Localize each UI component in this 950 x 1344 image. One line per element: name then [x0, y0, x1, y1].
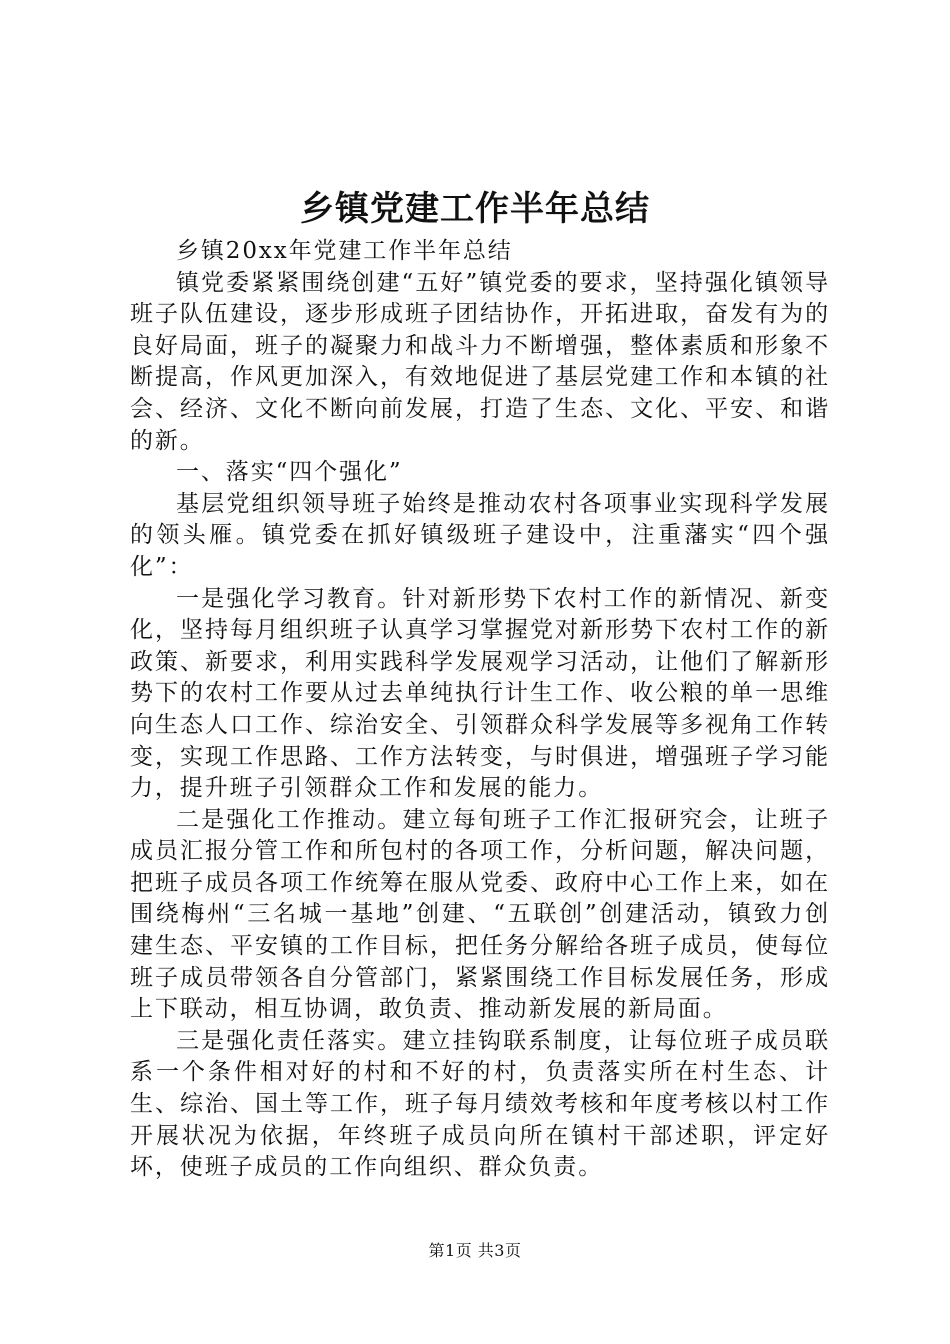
paragraph-item-3: 三是强化责任落实。建立挂钩联系制度，让每位班子成员联系一个条件相对好的村和不好的村，负责落实所在村生态、计生、综治、国土等工作，班子每月绩效考核和年度考核以村工作开展状况为依据，年终班子成员向所在镇村干部述职，评定好坏，使班子成员的工作向组织、群众负责。 [130, 1027, 830, 1181]
paragraph-section-1-lead: 基层党组织领导班子始终是推动农村各项事业实现科学发展的领头雁。镇党委在抓好镇级班子建设中，注重藩实“四个强化”： [130, 490, 830, 580]
document-subtitle: 乡镇20xx年党建工作半年总结 [176, 238, 513, 264]
section-heading-1: 一、落实“四个强化” [176, 459, 403, 486]
page-footer: 第1页 共3页 [428, 1241, 522, 1260]
document-body [130, 236, 830, 1184]
document-title: 乡镇党建工作半年总结 [300, 189, 650, 229]
paragraph-item-1: 一是强化学习教育。针对新形势下农村工作的新情况、新变化，坚持每月组织班子认真学习掌握党对新形势下农村工作的新政策、新要求，利用实践科学发展观学习活动，让他们了解新形势下的农村工作要从过去单纯执行计生工作、收公粮的单一思维向生态人口工作、综治安全、引领群众科学发展等多视角工作转变，实现工作思路、工作方法转变，与时俱进，增强班子学习能力，提升班子引领群众工作和发展的能力。 [130, 585, 830, 802]
paragraph-item-2: 二是强化工作推动。建立每旬班子工作汇报研究会，让班子成员汇报分管工作和所包村的各项工作，分析问题，解决问题，把班子成员各项工作统筹在服从党委、政府中心工作上来，如在围绕梅州“三名城一基地”创建、“五联创”创建活动，镇致力创建生态、平安镇的工作目标，把任务分解给各班子成员，使每位班子成员带领各自分管部门，紧紧围绕工作目标发展任务，形成上下联动，相互协调，敢负责、推动新发展的新局面。 [130, 806, 830, 1023]
paragraph-intro: 镇党委紧紧围绕创建“五好”镇党委的要求，坚持强化镇领导班子队伍建设，逐步形成班子团结协作，开拓进取，奋发有为的良好局面，班子的凝聚力和战斗力不断增强，整体素质和形象不断提高，作风更加深入，有效地促进了基层党建工作和本镇的社会、经济、文化不断向前发展，打造了生态、文化、平安、和谐的新。 [130, 269, 830, 454]
